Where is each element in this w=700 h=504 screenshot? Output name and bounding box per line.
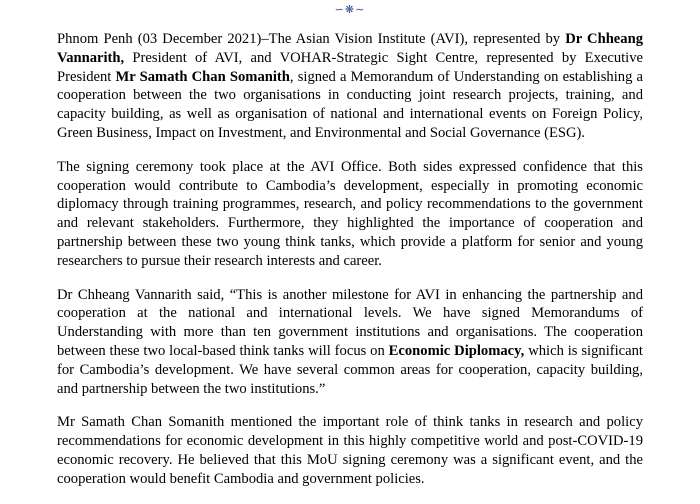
p3-bold-term: Economic Diplomacy, bbox=[388, 342, 525, 359]
p1-text-1: Phnom Penh (03 December 2021)–The Asian Vision Institute (AVI), represented by bbox=[57, 31, 566, 47]
p1-text-2: President of AVI, and VOHAR-Strategic Sight Centre, represented by Executive President bbox=[57, 49, 643, 85]
paragraph-4: Mr Samath Chan Somanith mentioned the important role of think tanks in research and policy recommendations for economic development in this highly competitive world and post-COVID-19 economic recovery. He believed that this MoU signing ceremony was a significant event, and the cooperation would benefit Cambodia and government policies. bbox=[57, 414, 643, 487]
p1-bold-name-2: Mr Samath Chan Somanith bbox=[115, 68, 290, 85]
article-body bbox=[57, 30, 643, 504]
p1-bold-name-1: Dr Chheang Vannarith, bbox=[57, 31, 643, 66]
paragraph-2: The signing ceremony took place at the AVI Office. Both sides expressed confidence that this cooperation would contribute to Cambodia’s development, especially in promoting economic diplomacy through training programmes, research, and policy recommendations to the government and relevant stakeholders. Furthermore, they highlighted the importance of cooperation and partnership between these two young think tanks, which provide a platform for senior and young researchers to pursue their research interests and career. bbox=[57, 158, 643, 269]
p1-text-3: , signed a Memorandum of Understanding on establishing a cooperation between the two organisations in conducting joint research projects, training, and capacity building, as well as organisation of national and international events on Foreign Policy, Green Business, Impact on Investment, and Environmental and Social Governance (ESG). bbox=[57, 68, 644, 141]
p3-text-1: Dr Chheang Vannarith said, “This is another milestone for AVI in enhancing the partnership and cooperation at the national and international levels. We have signed Memorandums of Understanding with more than ten government institutions and organisations. The cooperation between these two local-based think tanks will focus on bbox=[57, 286, 643, 359]
paragraph-1 bbox=[57, 30, 643, 143]
decorative-divider-ornament: ∽❋∼ bbox=[334, 3, 366, 16]
paragraph-3 bbox=[57, 286, 643, 399]
p3-text-2: which is significant for Cambodia’s development. We have several common areas for cooperation, capacity building, and partnership between the two institutions.” bbox=[57, 342, 643, 397]
